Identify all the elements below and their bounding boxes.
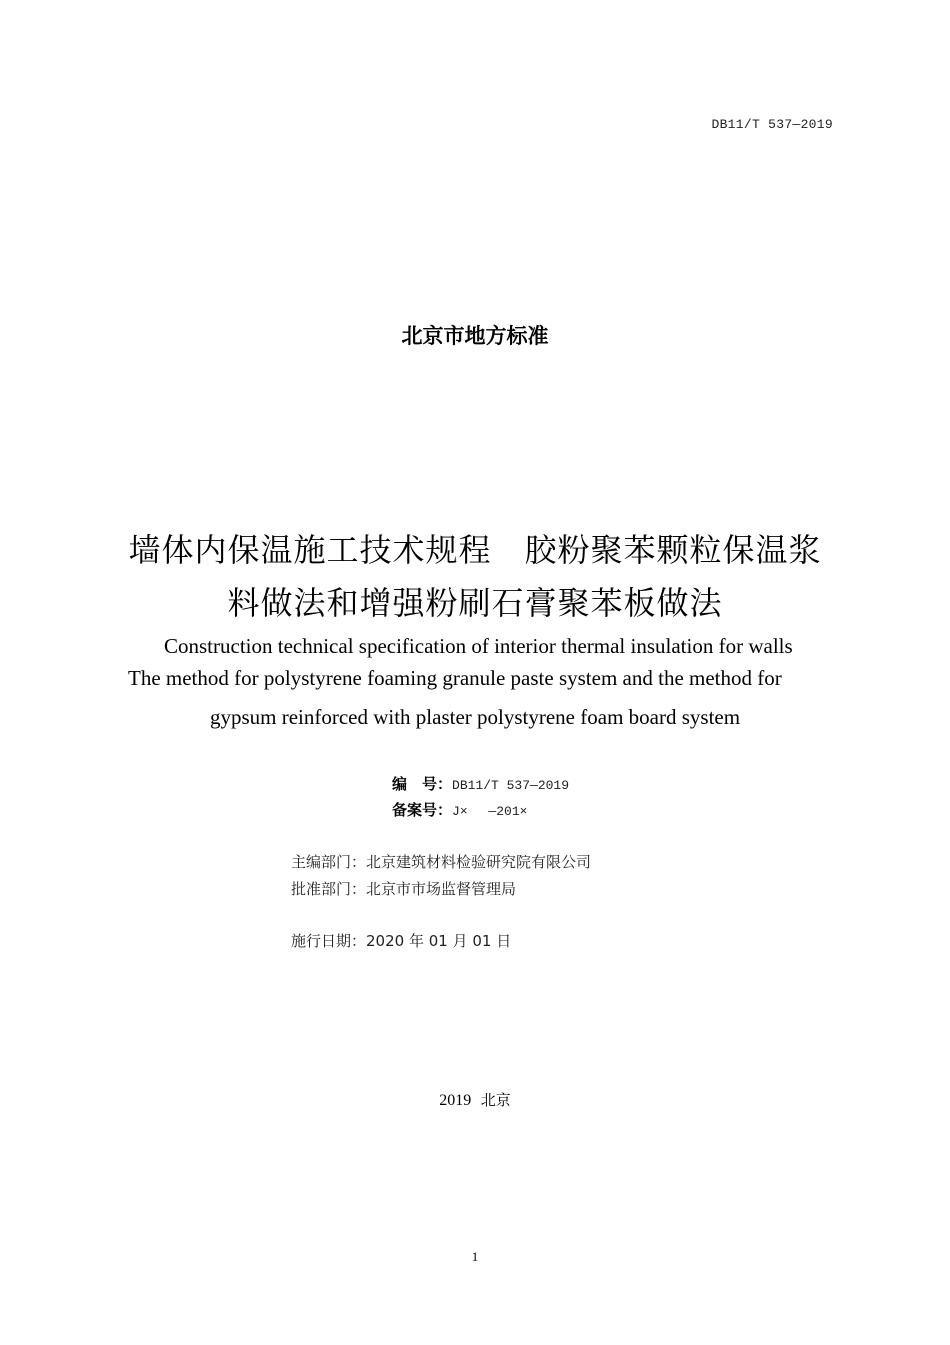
standard-number-value: DB11/T 537—2019 [452,778,570,793]
chinese-title-line-2: 料做法和增强粉刷石膏聚苯板做法 [227,584,723,622]
publication-place: 北京 [480,1091,511,1109]
english-title-line-1: Construction technical specification of interior thermal insulation for walls [164,634,793,658]
standard-type-heading: 北京市地方标准 [401,324,549,348]
standard-number-row [392,773,569,794]
chief-editor-label: 主编部门： [291,853,367,871]
record-number-value: J× —201× [452,804,528,819]
chief-editor-value: 北京建筑材料检验研究院有限公司 [366,853,592,871]
publication-place-year [0,1089,950,1110]
approver-value: 北京市市场监督管理局 [366,880,517,898]
approver-row [291,878,516,899]
chief-editor-row [291,851,591,872]
document-code: DB11/T 537—2019 [711,117,833,132]
standard-number-label: 编 号： [392,775,453,793]
publication-year: 2019 [439,1092,472,1109]
record-number-row [392,799,527,820]
effective-date-value: 2020 年 01 月 01 日 [366,932,512,950]
english-title-line-3: gypsum reinforced with plaster polystyrene foam board system [209,705,741,729]
approver-label: 批准部门： [291,880,367,898]
effective-date-label: 施行日期： [291,932,367,950]
page-number: 1 [471,1249,479,1264]
record-number-label: 备案号： [392,801,453,819]
chinese-title-line-1: 墙体内保温施工技术规程 胶粉聚苯颗粒保温浆 [128,531,822,569]
effective-date-row [291,930,511,951]
english-title-line-2: The method for polystyrene foaming granule paste system and the method for [128,666,782,690]
